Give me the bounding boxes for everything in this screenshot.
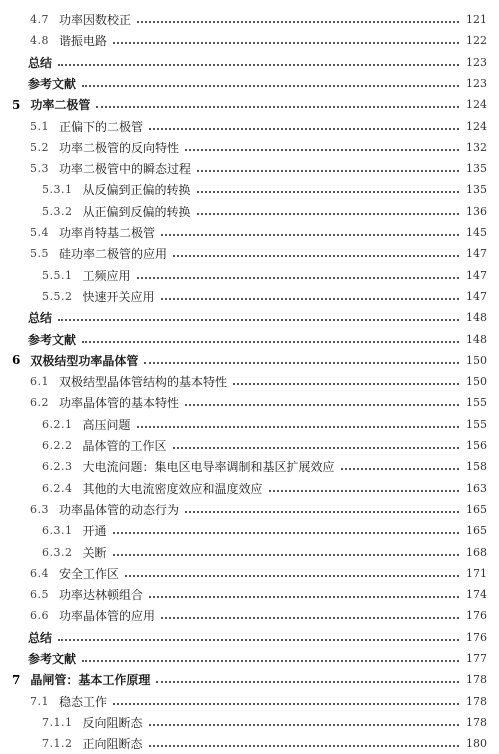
entry-title: 功率肖特基二极管 <box>59 226 156 240</box>
page-number: 148 <box>466 311 487 325</box>
page-number: 135 <box>466 183 487 197</box>
page-number: 156 <box>466 439 487 452</box>
toc-entry[interactable] <box>0 350 499 371</box>
toc-entry[interactable] <box>0 691 499 712</box>
page-number: 121 <box>466 13 487 26</box>
entry-title: 反向阻断态 <box>82 715 143 730</box>
entry-title: 双极结型功率晶体管 <box>30 353 139 368</box>
dot-leader <box>156 680 459 683</box>
section-number: 5.5 <box>30 247 49 261</box>
dot-leader <box>82 84 459 87</box>
page-number: 136 <box>466 204 487 218</box>
page-number: 155 <box>466 396 487 410</box>
dot-leader <box>96 105 459 108</box>
page-number: 155 <box>466 417 487 431</box>
dot-leader <box>185 148 459 151</box>
toc-entry[interactable] <box>0 286 499 307</box>
toc-entry[interactable] <box>0 669 499 690</box>
entry-title: 功率二极管中的瞬态过程 <box>59 162 192 177</box>
toc-entry[interactable] <box>0 265 499 286</box>
entry-title: 安全工作区 <box>59 566 120 581</box>
entry-title: 快速开关应用 <box>82 289 155 304</box>
toc-entry[interactable] <box>0 456 499 477</box>
entry-title: 其他的大电流密度效应和温度效应 <box>82 481 263 496</box>
dot-leader <box>161 297 459 300</box>
page-number: 147 <box>466 289 487 303</box>
section-number: 6.2 <box>30 396 49 410</box>
page-number: 165 <box>466 502 487 516</box>
entry-title: 功率二极管 <box>30 98 91 113</box>
dot-leader <box>144 361 459 364</box>
page-number: 123 <box>466 55 487 69</box>
section-number: 6.3 <box>30 502 49 516</box>
toc-entry[interactable] <box>0 478 499 499</box>
dot-leader <box>185 510 459 513</box>
entry-title: 谐振电路 <box>59 34 108 49</box>
entry-title: 大电流问题：集电区电导率调制和基区扩展效应 <box>82 460 335 475</box>
section-number: 5 <box>12 97 21 112</box>
dot-leader <box>173 254 459 257</box>
entry-title: 双极结型晶体管结构的基本特性 <box>59 375 228 390</box>
dot-leader <box>125 574 459 577</box>
dot-leader <box>161 233 459 236</box>
dot-leader <box>58 638 459 641</box>
dot-leader <box>58 318 459 321</box>
page-number: 177 <box>466 652 487 665</box>
entry-title: 总结 <box>28 630 53 645</box>
section-number: 7.1.1 <box>42 715 73 729</box>
page-number: 122 <box>466 34 487 48</box>
toc-entry[interactable] <box>0 137 499 158</box>
section-number: 5.5.1 <box>42 268 73 282</box>
toc-entry[interactable] <box>0 329 499 350</box>
section-number: 7.1.2 <box>42 737 73 751</box>
section-number: 6.2.2 <box>42 439 73 452</box>
dot-leader <box>137 425 459 428</box>
entry-title: 晶闸管：基本工作原理 <box>30 673 151 688</box>
entry-title: 功率达林顿组合 <box>59 588 144 603</box>
section-number: 7 <box>12 672 21 687</box>
section-number: 6.2.4 <box>42 481 73 495</box>
dot-leader <box>149 595 459 598</box>
section-number: 5.3.2 <box>42 204 73 218</box>
dot-leader <box>137 276 459 279</box>
toc-entry[interactable] <box>0 520 499 541</box>
toc-entry[interactable] <box>0 371 499 392</box>
toc-entry[interactable] <box>0 30 499 51</box>
toc-entry[interactable] <box>0 584 499 605</box>
entry-title: 开通 <box>82 524 107 539</box>
entry-title: 功率因数校正 <box>59 13 132 27</box>
dot-leader <box>113 553 459 556</box>
toc-entry[interactable] <box>0 52 499 73</box>
page-number: 165 <box>466 524 487 538</box>
entry-title: 总结 <box>28 55 53 70</box>
toc-entry[interactable] <box>0 499 499 520</box>
section-number: 6.2.3 <box>42 460 73 474</box>
dot-leader <box>173 446 459 449</box>
dot-leader <box>197 190 459 193</box>
entry-title: 高压问题 <box>82 417 131 432</box>
dot-leader <box>82 340 459 343</box>
section-number: 6.6 <box>30 609 49 623</box>
page-number: 158 <box>466 460 487 474</box>
section-number: 5.2 <box>30 140 49 154</box>
toc-entry[interactable] <box>0 414 499 435</box>
toc-entry[interactable] <box>0 627 499 648</box>
page-number: 163 <box>466 481 487 495</box>
dot-leader <box>149 723 459 726</box>
entry-title: 工频应用 <box>82 268 131 283</box>
toc-entry[interactable] <box>0 733 499 754</box>
toc-entry[interactable] <box>0 73 499 94</box>
entry-title: 硅功率二极管的应用 <box>59 247 168 262</box>
dot-leader <box>137 20 459 23</box>
dot-leader <box>58 63 459 66</box>
entry-title: 从正偏到反偏的转换 <box>82 204 191 219</box>
toc-entry[interactable] <box>0 116 499 137</box>
dot-leader <box>149 127 459 130</box>
dot-leader <box>341 467 459 470</box>
page-number: 176 <box>466 630 487 644</box>
section-number: 5.3 <box>30 162 49 176</box>
toc-entry[interactable] <box>0 605 499 626</box>
page-number: 124 <box>466 119 487 133</box>
dot-leader <box>113 531 459 534</box>
page-number: 150 <box>466 353 487 367</box>
toc-entry[interactable] <box>0 9 499 30</box>
toc-entry[interactable] <box>0 648 499 669</box>
toc-entry[interactable] <box>0 392 499 413</box>
entry-title: 功率晶体管的基本特性 <box>59 396 180 411</box>
entry-title: 正偏下的二极管 <box>59 119 144 134</box>
dot-leader <box>161 616 459 619</box>
section-number: 5.3.1 <box>42 183 73 197</box>
section-number: 6.5 <box>30 588 49 602</box>
page-number: 178 <box>466 673 487 687</box>
page-number: 132 <box>466 140 487 154</box>
page-number: 145 <box>466 226 487 239</box>
toc-entry[interactable] <box>0 179 499 200</box>
section-number: 6 <box>12 353 21 368</box>
section-number: 7.1 <box>30 694 49 708</box>
page-number: 123 <box>466 76 487 90</box>
entry-title: 总结 <box>28 311 53 326</box>
toc-entry[interactable] <box>0 243 499 264</box>
toc-entry[interactable] <box>0 201 499 222</box>
page-number: 148 <box>466 332 487 346</box>
section-number: 6.1 <box>30 375 49 389</box>
section-number: 5.4 <box>30 226 49 239</box>
toc-entry[interactable] <box>0 94 499 115</box>
entry-title: 晶体管的工作区 <box>82 439 167 453</box>
dot-leader <box>233 382 459 385</box>
page-number: 174 <box>466 588 487 602</box>
section-number: 6.3.2 <box>42 545 73 559</box>
page-number: 147 <box>466 268 487 282</box>
toc-entry[interactable] <box>0 712 499 733</box>
toc-entry[interactable] <box>0 307 499 328</box>
entry-title: 参考文献 <box>28 332 77 347</box>
entry-title: 从反偏到正偏的转换 <box>82 183 191 198</box>
dot-leader <box>113 41 459 44</box>
entry-title: 关断 <box>82 545 107 560</box>
page-number: 171 <box>466 566 487 580</box>
toc-entry[interactable] <box>0 435 499 456</box>
page-number: 135 <box>466 162 487 176</box>
page-number: 178 <box>466 694 487 708</box>
page-number: 124 <box>466 98 487 112</box>
page-number: 168 <box>466 545 487 559</box>
section-number: 6.2.1 <box>42 417 73 431</box>
entry-title: 功率二极管的反向特性 <box>59 140 180 155</box>
entry-title: 稳态工作 <box>59 694 108 709</box>
section-number: 6.3.1 <box>42 524 73 538</box>
entry-title: 参考文献 <box>28 652 77 666</box>
section-number: 4.7 <box>30 13 49 26</box>
dot-leader <box>82 659 459 662</box>
dot-leader <box>113 702 459 705</box>
toc-entry[interactable] <box>0 158 499 179</box>
section-number: 6.4 <box>30 566 49 580</box>
entry-title: 功率晶体管的动态行为 <box>59 502 180 517</box>
dot-leader <box>197 169 459 172</box>
page-number: 178 <box>466 715 487 729</box>
section-number: 4.8 <box>30 34 49 48</box>
toc-entry[interactable] <box>0 222 499 243</box>
page-number: 147 <box>466 247 487 261</box>
section-number: 5.1 <box>30 119 49 133</box>
entry-title: 正向阻断态 <box>82 737 143 752</box>
dot-leader <box>197 212 459 215</box>
page-number: 180 <box>466 737 487 751</box>
dot-leader <box>149 744 459 747</box>
entry-title: 功率晶体管的应用 <box>59 609 156 624</box>
dot-leader <box>269 489 459 492</box>
toc-entry[interactable] <box>0 542 499 563</box>
entry-title: 参考文献 <box>28 76 77 91</box>
page-number: 150 <box>466 375 487 389</box>
dot-leader <box>185 403 459 406</box>
section-number: 5.5.2 <box>42 289 73 303</box>
page-number: 176 <box>466 609 487 623</box>
toc-entry[interactable] <box>0 563 499 584</box>
